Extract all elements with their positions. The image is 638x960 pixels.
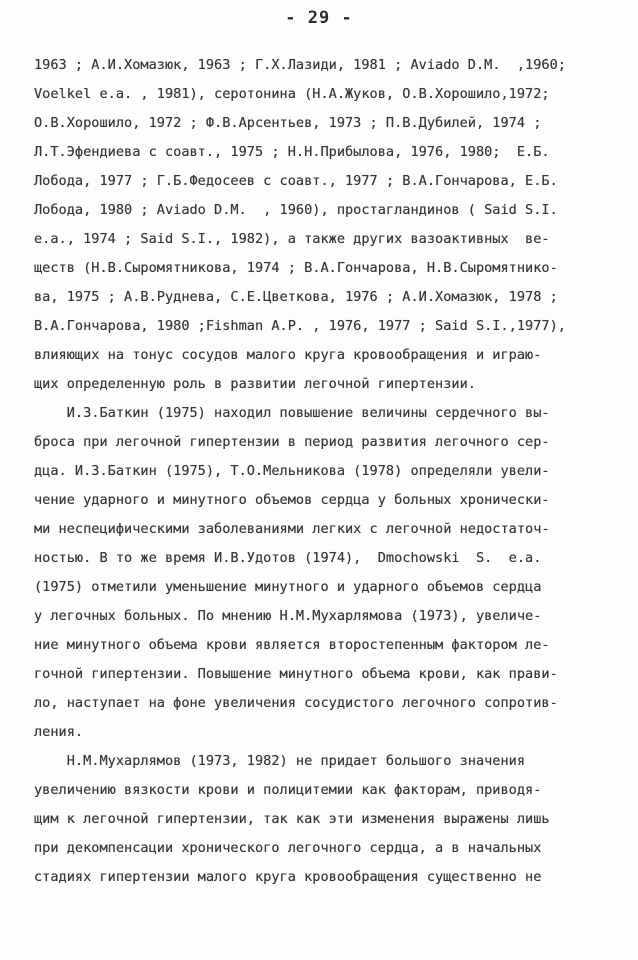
text-line: чение ударного и минутного объемов сердца у больных хронически-: [34, 492, 550, 508]
text-line: 1963 ; А.И.Хомазюк, 1963 ; Г.Х.Лазиди, 1981 ; Aviado D.M. ,1960;: [34, 57, 566, 73]
text-line: стадиях гипертензии малого круга кровообращения существенно не: [34, 869, 542, 885]
text-line: e.a., 1974 ; Said S.I., 1982), а также других вазоактивных ве-: [34, 231, 550, 247]
text-line: ние минутного объема крови является второстепенным фактором ле-: [34, 637, 550, 653]
text-line: щих определенную роль в развитии легочной гипертензии.: [34, 376, 476, 392]
text-line: ностью. В то же время И.В.Удотов (1974), Dmochowski S. e.a.: [34, 550, 542, 566]
text-line: ло, наступает на фоне увеличения сосудистого легочного сопротив-: [34, 695, 558, 711]
text-line: Voelkel e.a. , 1981), серотонина (Н.А.Жуков, О.В.Хорошило,1972;: [34, 86, 550, 102]
text-line: при декомпенсации хронического легочного сердца, а в начальных: [34, 840, 542, 856]
text-line: ва, 1975 ; А.В.Руднева, С.Е.Цветкова, 1976 ; А.И.Хомазюк, 1978 ;: [34, 289, 558, 305]
page-number: - 29 -: [285, 8, 353, 28]
text-line: И.З.Баткин (1975) находил повышение величины сердечного вы-: [34, 405, 550, 421]
text-line: влияющих на тонус сосудов малого круга кровообращения и играю-: [34, 347, 542, 363]
text-line: броса при легочной гипертензии в период развития легочного сер-: [34, 434, 550, 450]
text-line: (1975) отметили уменьшение минутного и ударного объемов сердца: [34, 579, 542, 595]
text-line: Н.М.Мухарлямов (1973, 1982) не придает большого значения: [34, 753, 526, 769]
text-line: О.В.Хорошило, 1972 ; Ф.В.Арсентьев, 1973 ; П.В.Дубилей, 1974 ;: [34, 115, 542, 131]
text-line: ществ (Н.В.Сыромятникова, 1974 ; В.А.Гончарова, Н.В.Сыромятнико-: [34, 260, 558, 276]
text-line: Л.Т.Эфендиева с соавт., 1975 ; Н.Н.Прибылова, 1976, 1980; Е.Б.: [34, 144, 550, 160]
text-line: ми неспецифическими заболеваниями легких с легочной недостаточ-: [34, 521, 550, 537]
text-line: увеличению вязкости крови и полицитемии как факторам, приводя-: [34, 782, 542, 798]
text-line: Лобода, 1980 ; Aviado D.M. , 1960), простагландинов ( Said S.I.: [34, 202, 558, 218]
text-line: дца. И.З.Баткин (1975), Т.О.Мельникова (1978) определяли увели-: [34, 463, 550, 479]
text-line: у легочных больных. По мнению Н.М.Мухарлямова (1973), увеличе-: [34, 608, 542, 624]
text-line: щим к легочной гипертензии, так как эти изменения выражены лишь: [34, 811, 550, 827]
text-line: ления.: [34, 724, 84, 740]
text-line: гочной гипертензии. Повышение минутного объема крови, как прави-: [34, 666, 558, 682]
text-line: В.А.Гончарова, 1980 ;Fishman A.P. , 1976, 1977 ; Said S.I.,1977),: [34, 318, 566, 334]
text-line: Лобода, 1977 ; Г.Б.Федосеев с соавт., 1977 ; В.А.Гончарова, Е.Б.: [34, 173, 558, 189]
